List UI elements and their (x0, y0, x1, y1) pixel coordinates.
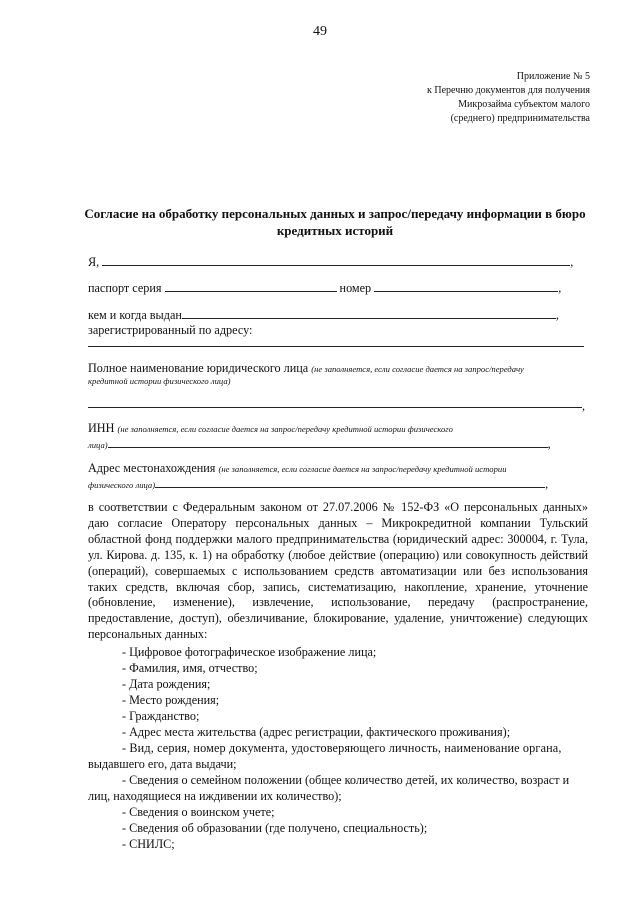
registered-address-field[interactable] (88, 346, 584, 347)
appendix-note (427, 70, 590, 126)
comma: , (582, 399, 586, 413)
inn-field[interactable] (108, 435, 548, 448)
appendix-line-1: Приложение № 5 (516, 71, 590, 82)
list-item: - Вид, серия, номер документа, удостоверяющего личность, наименование органа, (122, 741, 562, 755)
comma: , (545, 477, 549, 491)
comma: , (570, 255, 574, 269)
page-number: 49 (313, 24, 327, 39)
legal-name-row (88, 360, 586, 377)
inn-hint: (не заполняется, если согласие дается на запрос/передачу кредитной истории физического (117, 424, 453, 434)
address-field[interactable] (155, 475, 545, 488)
passport-row (88, 279, 586, 296)
legal-name-hint-continued: кредитной истории физического лица) (88, 376, 231, 386)
registered-label: зарегистрированный по адресу: (88, 323, 253, 337)
inn-field-row (88, 435, 586, 453)
passport-number-label: номер (339, 281, 372, 295)
document-title: Согласие на обработку персональных данных и запрос/передачу информации в бюро кредитных историй (84, 206, 586, 238)
inn-hint-continued: лица) (88, 440, 108, 450)
legal-name-field[interactable] (88, 407, 582, 408)
list-item: - СНИЛС; (122, 837, 175, 851)
passport-number-field[interactable] (374, 279, 558, 292)
list-item-continued: выдавшего его, дата выдачи; (88, 757, 237, 771)
list-item-continued: лиц, находящиеся на иждивении их количество); (88, 789, 342, 803)
legal-name-label: Полное наименование юридического лица (88, 361, 309, 375)
consent-paragraph: в соответствии с Федеральным законом от 27.07.2006 № 152-ФЗ «О персональных данных» даю согласие Оператору персональных данных – Микрокредитной компании Тульский областной фонд поддержки малого предпринимательства (юридический адрес: 300004, г. Тула, ул. Кирова. д. 135, к. 1) на обработку (любое действие (операцию) или совокупность действий (операций), совершаемых с использованием средств автоматизации или без использования таких средств, включая сбор, запись, систематизацию, накопление, хранение, уточнение (обновление, изменение), извлечение, использование, передачу (распространение, предоставление, доступ), обезличивание, блокирование, удаление, уничтожение) следующих персональных данных: (88, 500, 588, 642)
issued-label: кем и когда выдан (88, 308, 182, 322)
list-item: - Сведения о семейном положении (общее количество детей, их количество, возраст и (122, 773, 570, 787)
i-label: Я, (88, 255, 100, 269)
list-item: - Фамилия, имя, отчество; (122, 661, 258, 675)
address-field-row (88, 475, 586, 493)
list-item: - Дата рождения; (122, 677, 211, 691)
comma: , (547, 437, 551, 451)
name-row (88, 253, 586, 270)
issued-row (88, 306, 586, 323)
address-hint-continued: физического лица) (88, 480, 156, 490)
address-label: Адрес местонахождения (88, 461, 216, 475)
list-item: - Сведения об образовании (где получено, специальность); (122, 821, 428, 835)
list-item: - Сведения о воинском учете; (122, 805, 275, 819)
list-item: - Гражданство; (122, 709, 200, 723)
appendix-line-4: (среднего) предпринимательства (450, 113, 590, 124)
appendix-line-3: Микрозайма субъектом малого (458, 99, 590, 110)
passport-series-field[interactable] (165, 279, 337, 292)
appendix-line-2: к Перечню документов для получения (427, 85, 590, 96)
comma: , (555, 308, 559, 322)
list-item: - Место рождения; (122, 693, 220, 707)
passport-series-label: паспорт серия (88, 281, 162, 295)
legal-name-hint: (не заполняется, если согласие дается на запрос/передачу (311, 364, 524, 374)
registered-row (88, 322, 586, 338)
issued-field[interactable] (182, 306, 556, 319)
inn-label: ИНН (88, 421, 115, 435)
list-item: - Цифровое фотографическое изображение лица; (122, 645, 377, 659)
address-hint: (не заполняется, если согласие дается на запрос/передачу кредитной истории (218, 464, 507, 474)
full-name-field[interactable] (102, 253, 570, 266)
list-item: - Адрес места жительства (адрес регистрации, фактического проживания); (122, 725, 511, 739)
comma: , (558, 281, 562, 295)
